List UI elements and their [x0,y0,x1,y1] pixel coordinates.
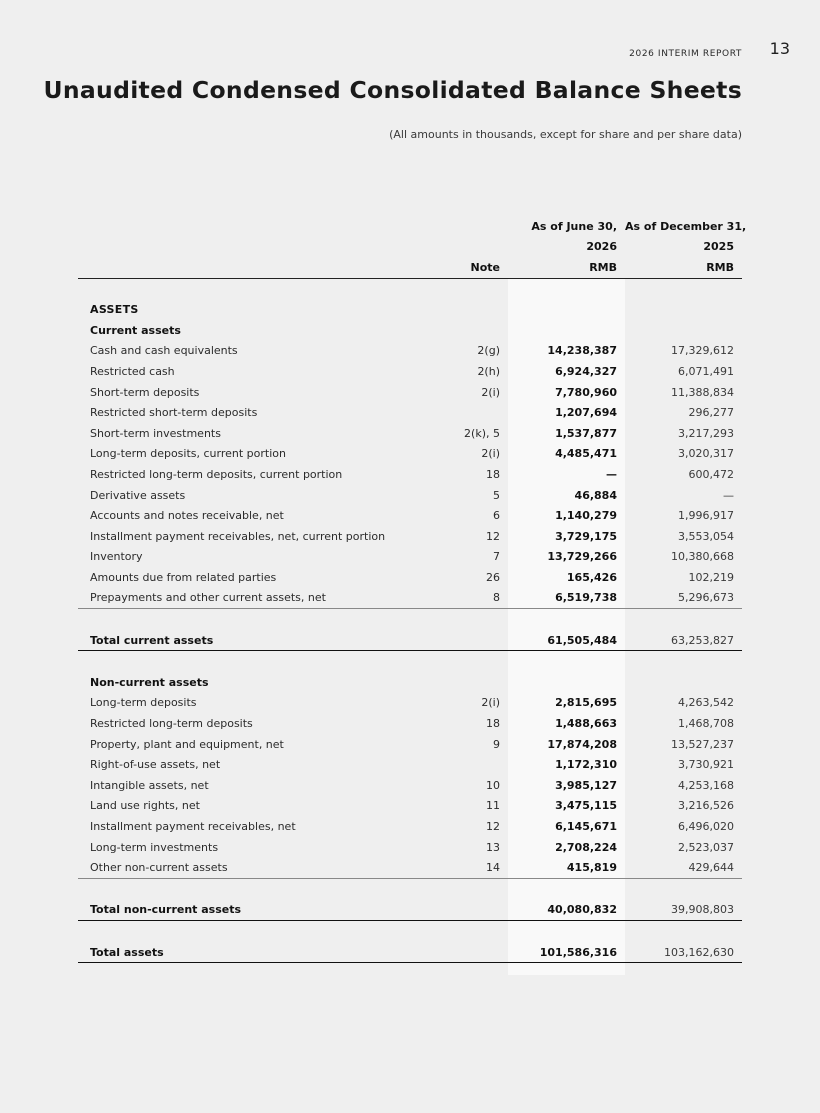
table-row [78,382,742,403]
line-item-value-2026: 4,485,471 [555,447,617,461]
table-row [78,485,742,506]
table-row [78,547,742,568]
total-non-current-assets-label: Total non-current assets [78,900,428,921]
line-item-label: Restricted cash [90,364,175,378]
spacer-row [78,278,742,299]
spacer-row [78,879,742,900]
line-item-value-2026: 3,985,127 [555,778,617,792]
line-item-note: 5 [493,488,500,502]
total-assets-value-2026: 101,586,316 [508,942,625,963]
table-row [78,734,742,755]
table-row [78,423,742,444]
line-item-label: Accounts and notes receivable, net [90,509,284,523]
line-item-value-2026: 3,729,175 [555,529,617,543]
line-item-value-2025: 4,263,542 [678,696,734,710]
line-item-note: 7 [493,550,500,564]
column-header-row [78,237,742,258]
spacer-row [78,921,742,942]
line-item-value-2026: 6,519,738 [508,588,625,609]
line-item-value-2026: — [606,467,617,481]
balance-sheet-table [78,216,747,963]
table-row [78,526,742,547]
current-assets-heading: Current assets [90,323,181,337]
line-item-note: 11 [486,799,500,813]
line-item-value-2025: 1,996,917 [678,509,734,523]
line-item-note: 10 [486,778,500,792]
line-item-value-2026: 46,884 [574,488,617,502]
total-current-assets-value-2025: 63,253,827 [625,630,742,651]
line-item-value-2026: 415,819 [508,857,625,878]
line-item-label: Prepayments and other current assets, net [78,588,428,609]
period-b-unit: RMB [625,257,742,278]
line-item-value-2025: 6,496,020 [678,820,734,834]
table-row [78,796,742,817]
line-item-value-2026: 7,780,960 [555,385,617,399]
line-item-value-2026: 1,207,694 [555,406,617,420]
line-item-note: 6 [493,509,500,523]
line-item-note: 13 [486,840,500,854]
line-item-value-2025: 3,217,293 [678,426,734,440]
period-a-unit: RMB [508,257,625,278]
table-row [78,857,742,878]
total-non-current-assets-value-2025: 39,908,803 [625,900,742,921]
line-item-label: Restricted short-term deposits [90,406,258,420]
line-item-label: Long-term deposits [90,696,197,710]
line-item-note: 14 [428,857,508,878]
line-item-label: Right-of-use assets, net [90,758,221,772]
line-item-note: 2(g) [477,344,500,358]
table-row [78,567,742,588]
line-item-value-2026: 13,729,266 [547,550,617,564]
table-row [78,588,742,609]
line-item-value-2025: 17,329,612 [671,344,734,358]
assets-heading: ASSETS [90,303,139,317]
table-row [78,754,742,775]
line-item-value-2025: 11,388,834 [671,385,734,399]
section-heading-row [78,299,742,320]
line-item-label: Installment payment receivables, net, current portion [90,529,386,543]
table-row [78,464,742,485]
line-item-value-2026: 6,924,327 [555,364,617,378]
column-header-row [78,257,742,278]
subsection-heading-row [78,320,742,341]
total-non-current-assets-value-2026: 40,080,832 [508,900,625,921]
line-item-value-2025: 5,296,673 [625,588,742,609]
line-item-note: 18 [486,717,500,731]
page-title: Unaudited Condensed Consolidated Balance Sheets [43,76,742,104]
table-row [78,837,742,858]
line-item-value-2026: 14,238,387 [547,344,617,358]
line-item-value-2026: 2,815,695 [555,696,617,710]
line-item-note: 9 [493,737,500,751]
line-item-label: Amounts due from related parties [90,570,277,584]
table-row [78,816,742,837]
line-item-value-2026: 2,708,224 [555,840,617,854]
table-row [78,361,742,382]
line-item-note: 26 [486,570,500,584]
line-item-value-2026: 165,426 [566,570,617,584]
table-row [78,402,742,423]
subsection-heading-row [78,672,742,693]
line-item-label: Installment payment receivables, net [90,820,296,834]
note-column-header: Note [428,257,508,278]
line-item-label: Intangible assets, net [90,778,209,792]
line-item-value-2025: 296,277 [688,406,734,420]
line-item-value-2025: 10,380,668 [671,550,734,564]
line-item-value-2026: 3,475,115 [555,799,617,813]
line-item-value-2025: — [723,488,734,502]
report-header-label: 2026 INTERIM REPORT [629,49,742,59]
line-item-value-2025: 3,216,526 [678,799,734,813]
line-item-label: Derivative assets [90,488,186,502]
line-item-note: 18 [486,467,500,481]
line-item-note: 2(i) [481,385,500,399]
table-row [78,775,742,796]
line-item-value-2026: 1,488,663 [555,717,617,731]
period-a-header-line1: As of June 30, [531,219,617,233]
line-item-label: Restricted long-term deposits [90,717,253,731]
total-assets-row [78,942,742,963]
line-item-note [428,402,508,423]
page-subtitle: (All amounts in thousands, except for share and per share data) [389,128,742,141]
line-item-note: 2(k), 5 [464,426,500,440]
table-row [78,713,742,734]
table-row [78,693,742,714]
line-item-label: Land use rights, net [90,799,200,813]
line-item-note: 12 [486,820,500,834]
line-item-value-2025: 600,472 [688,467,734,481]
total-current-assets-value-2026: 61,505,484 [508,630,625,651]
total-current-assets-label: Total current assets [78,630,428,651]
table-row [78,341,742,362]
line-item-label: Short-term investments [90,426,221,440]
spacer-row [78,609,742,630]
page-number: 13 [769,39,790,58]
total-assets-value-2025: 103,162,630 [625,942,742,963]
line-item-label: Property, plant and equipment, net [90,737,284,751]
total-current-assets-row [78,630,742,651]
period-b-header-line2: 2025 [703,240,734,254]
total-assets-label: Total assets [78,942,428,963]
line-item-note: 8 [428,588,508,609]
line-item-value-2025: 3,553,054 [678,529,734,543]
line-item-value-2025: 1,468,708 [678,717,734,731]
line-item-value-2025: 13,527,237 [671,737,734,751]
line-item-note: 2(i) [481,696,500,710]
table-row [78,444,742,465]
line-item-note: 2(i) [481,447,500,461]
line-item-label: Other non-current assets [78,857,428,878]
line-item-value-2025: 3,730,921 [678,758,734,772]
line-item-value-2025: 429,644 [625,857,742,878]
line-item-note: 2(h) [477,364,500,378]
line-item-value-2025: 2,523,037 [678,840,734,854]
line-item-label: Long-term investments [90,840,219,854]
line-item-value-2026: 6,145,671 [555,820,617,834]
line-item-note [428,754,508,775]
line-item-label: Short-term deposits [90,385,200,399]
period-b-header-line1: As of December 31, [625,219,747,233]
table-row [78,505,742,526]
line-item-value-2026: 1,172,310 [555,758,617,772]
line-item-value-2026: 17,874,208 [547,737,617,751]
line-item-value-2026: 1,140,279 [555,509,617,523]
line-item-value-2025: 4,253,168 [678,778,734,792]
line-item-label: Inventory [90,550,143,564]
column-header-row [78,216,742,237]
line-item-value-2025: 3,020,317 [678,447,734,461]
period-a-header-line2: 2026 [586,240,617,254]
line-item-value-2025: 6,071,491 [678,364,734,378]
line-item-note: 12 [486,529,500,543]
line-item-value-2026: 1,537,877 [555,426,617,440]
total-non-current-assets-row [78,900,742,921]
spacer-row [78,651,742,672]
line-item-value-2025: 102,219 [688,570,734,584]
line-item-label: Long-term deposits, current portion [90,447,286,461]
non-current-assets-heading: Non-current assets [90,675,209,689]
line-item-label: Restricted long-term deposits, current portion [90,467,343,481]
line-item-label: Cash and cash equivalents [90,344,238,358]
